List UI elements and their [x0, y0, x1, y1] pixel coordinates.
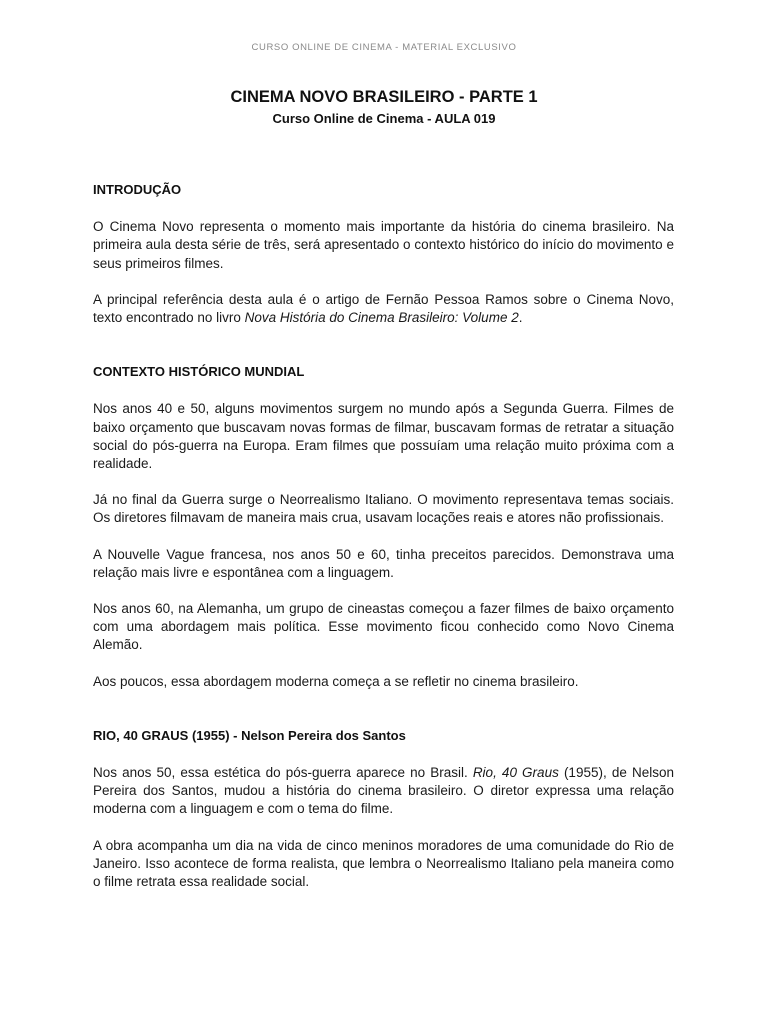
film-title: Rio, 40 Graus	[472, 765, 559, 781]
paragraph	[93, 764, 674, 819]
paragraph	[93, 291, 674, 327]
paragraph-text: .	[518, 310, 523, 326]
document-body	[93, 181, 674, 891]
section-heading: RIO, 40 GRAUS (1955) - Nelson Pereira dos Santos	[93, 727, 406, 743]
paragraph: Nos anos 40 e 50, alguns movimentos surgem no mundo após a Segunda Guerra. Filmes de baixo orçamento que buscavam novas formas de filmar, buscavam formas de retratar a situação social do pós-guerra na Europa. Eram filmes que possuíam uma relação muito próxima com a realidade.	[93, 401, 674, 472]
paragraph: Nos anos 60, na Alemanha, um grupo de cineastas começou a fazer filmes de baixo orçamento com uma abordagem mais política. Esse movimento ficou conhecido como Novo Cinema Alemão.	[93, 601, 674, 653]
running-header: CURSO ONLINE DE CINEMA - MATERIAL EXCLUSIVO	[251, 42, 517, 53]
section-heading: CONTEXTO HISTÓRICO MUNDIAL	[93, 364, 305, 380]
document-subtitle: Curso Online de Cinema - AULA 019	[272, 111, 496, 126]
section-introducao	[93, 181, 674, 327]
section-heading: INTRODUÇÃO	[93, 182, 182, 197]
paragraph-text: A principal referência desta aula é o artigo de Fernão Pessoa Ramos sobre o Cinema Novo, texto encontrado no livro	[93, 291, 674, 326]
document-title: CINEMA NOVO BRASILEIRO - PARTE 1	[230, 88, 538, 106]
paragraph: O Cinema Novo representa o momento mais importante da história do cinema brasileiro. Na primeira aula desta série de três, será apresentado o contexto histórico do início do movimento e seus primeiros filmes.	[93, 219, 674, 271]
paragraph: Aos poucos, essa abordagem moderna começa a se refletir no cinema brasileiro.	[93, 673, 579, 689]
paragraph-text: (1955), de Nelson Pereira dos Santos, mudou a história do cinema brasileiro. O diretor expressa uma relação moderna com a linguagem e com o tema do filme.	[93, 765, 674, 817]
paragraph: A obra acompanha um dia na vida de cinco meninos moradores de uma comunidade do Rio de Janeiro. Isso acontece de forma realista, que lembra o Neorrealismo Italiano pela maneira como o filme retrata essa realidade social.	[93, 837, 674, 890]
paragraph: A Nouvelle Vague francesa, nos anos 50 e 60, tinha preceitos parecidos. Demonstrava uma relação mais livre e espontânea com a linguagem.	[93, 546, 674, 580]
section-contexto-historico	[93, 363, 674, 691]
book-title: Nova História do Cinema Brasileiro: Volume 2	[244, 310, 519, 326]
paragraph: Já no final da Guerra surge o Neorrealismo Italiano. O movimento representava temas sociais. Os diretores filmavam de maneira mais crua, usavam locações reais e atores não profissionais.	[93, 492, 674, 526]
section-rio-40-graus	[93, 727, 674, 891]
paragraph-text: Nos anos 50, essa estética do pós-guerra aparece no Brasil.	[93, 765, 473, 781]
